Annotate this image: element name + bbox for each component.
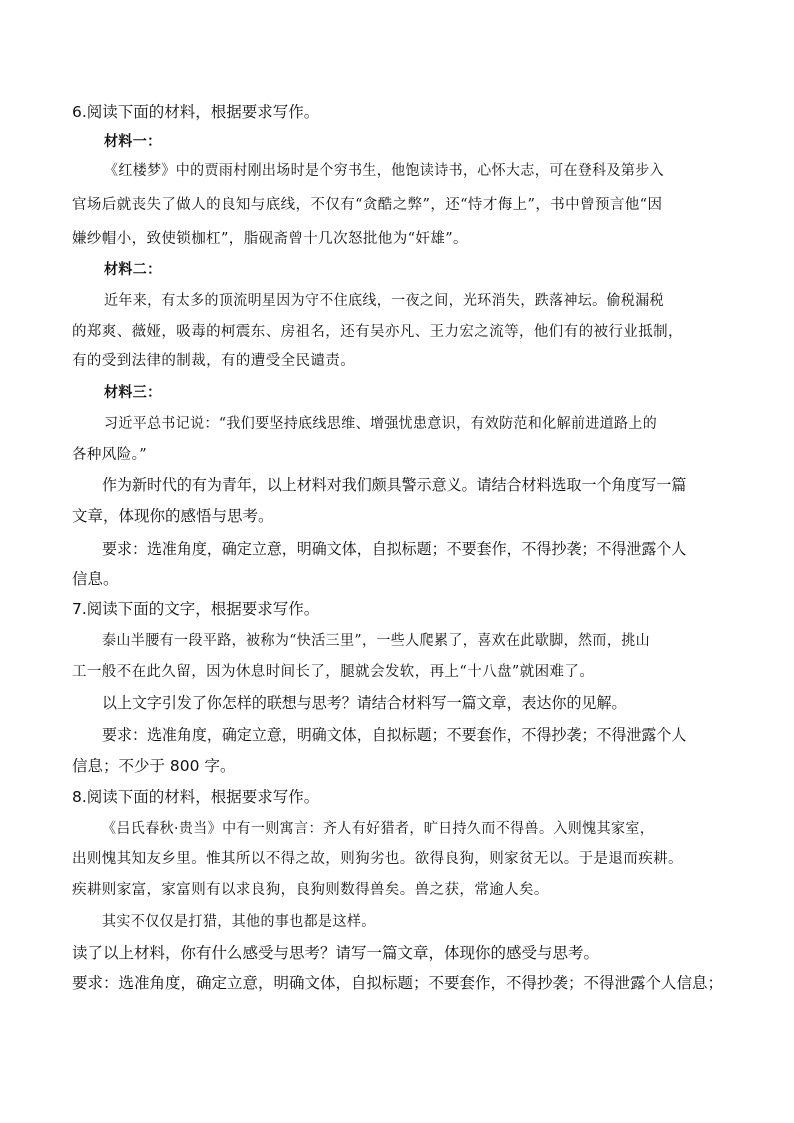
- q8-requirement-line-1: 要求：选准角度，确定立意，明确文体，自拟标题；不要套作，不得抄袭；不得泄露个人信息；: [72, 974, 724, 992]
- q7-requirement-line-1: 要求：选准角度，确定立意，明确文体，自拟标题；不要套作，不得抄袭；不得泄露个人: [102, 726, 687, 744]
- q6-material-3-line-1: 习近平总书记说：“我们要坚持底线思维、增强忧患意识，有效防范和化解前进道路上的: [104, 416, 658, 432]
- q7-requirement-line-2: 信息；不少于 800 字。: [72, 757, 236, 775]
- q7-text-line-2: 工一般不在此久留，因为休息时间长了，腿就会发软，再上“十八盘”就困难了。: [72, 664, 595, 680]
- q7-task-line-1: 以上文字引发了你怎样的联想与思考？请结合材料写一篇文章，表达你的见解。: [102, 694, 627, 712]
- q7-heading: 7.阅读下面的文字，根据要求写作。: [72, 600, 320, 618]
- q6-task-line-2: 文章，体现你的感悟与思考。: [72, 507, 274, 525]
- q6-material-2-label: 材料二：: [104, 261, 162, 278]
- q6-material-1-label: 材料一：: [104, 133, 162, 150]
- q8-text-line-4: 其实不仅仅是打猎，其他的事也都是这样。: [102, 914, 376, 930]
- q6-heading: 6.阅读下面的材料，根据要求写作。: [72, 103, 320, 121]
- q8-text-line-2: 出则愧其知友乡里。惟其所以不得之故，则狗劣也。欲得良狗，则家贫无以。于是退而疾耕。: [72, 851, 683, 867]
- q8-text-line-3: 疾耕则家富，家富则有以求良狗，良狗则数得兽矣。兽之获，常逾人矣。: [72, 882, 549, 898]
- q6-requirement-line-2: 信息。: [72, 570, 119, 588]
- q6-material-3-label: 材料三：: [104, 384, 162, 401]
- q6-material-3-line-2: 各种风险。”: [72, 447, 148, 463]
- q7-text-line-1: 泰山半腰有一段平路，被称为“快活三里”，一些人爬累了，喜欢在此歇脚，然而，挑山: [102, 633, 651, 649]
- q6-task-line-1: 作为新时代的有为青年，以上材料对我们颇具警示意义。请结合材料选取一个角度写一篇: [102, 476, 687, 494]
- q6-material-2-line-3: 有的受到法律的制裁，有的遭受全民谴责。: [72, 353, 356, 369]
- q6-material-1-line-1: 《红楼梦》中的贾雨村刚出场时是个穷书生，他饱读诗书，心怀大志，可在登科及第步入: [104, 163, 664, 179]
- q6-material-1-line-2: 官场后就丧失了做人的良知与底线，不仅有“贪酷之弊”，还“恃才侮上”，书中曾预言他“因: [72, 197, 663, 213]
- q6-material-2-line-2: 的郑爽、薇娅，吸毒的柯震东、房祖名，还有吴亦凡、王力宏之流等，他们有的被行业抵制，: [72, 324, 683, 340]
- q8-heading: 8.阅读下面的材料，根据要求写作。: [72, 788, 320, 806]
- q6-material-1-line-3: 嫌纱帽小，致使锁枷杠”，脂砚斋曾十几次怒批他为“奸雄”。: [72, 231, 468, 247]
- q8-text-line-1: 《吕氏春秋·贵当》中有一则寓言：齐人有好猎者，旷日持久而不得兽。入则愧其家室，: [102, 821, 655, 837]
- q8-task-line-1: 读了以上材料，你有什么感受与思考？请写一篇文章，体现你的感受与思考。: [72, 944, 600, 962]
- q6-requirement-line-1: 要求：选准角度，确定立意，明确文体，自拟标题；不要套作，不得抄袭；不得泄露个人: [102, 540, 687, 558]
- q6-material-2-line-1: 近年来，有太多的顶流明星因为守不住底线，一夜之间，光环消失，跌落神坛。偷税漏税: [104, 293, 664, 309]
